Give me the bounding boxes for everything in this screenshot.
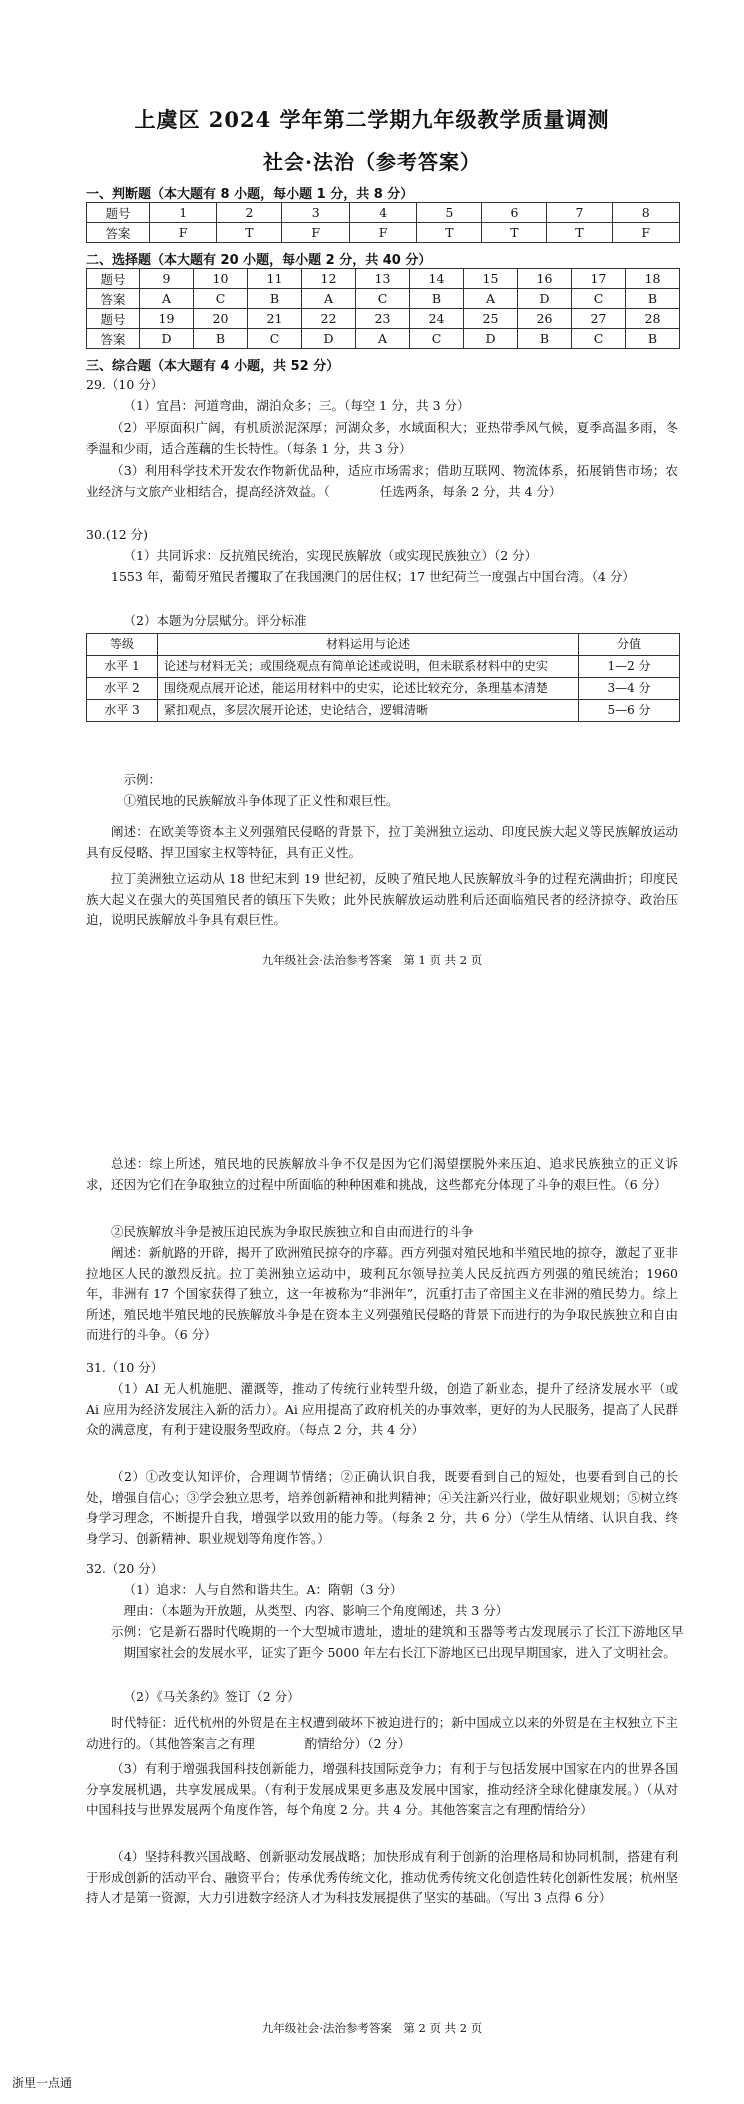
table-cell: C (572, 329, 626, 349)
q30-answer-2: （2）本题为分层赋分。评分标准 (123, 613, 307, 628)
table-cell: A (464, 289, 518, 309)
table-cell: C (356, 289, 410, 309)
table-cell: C (248, 329, 302, 349)
q32-answer-2-features: 时代特征：近代杭州的外贸是在主权遭到破坏下被迫进行的；新中国成立以来的外贸是在主权独立下主动进行的。（其他答案言之有理 酌情给分）（2 分） (86, 1715, 678, 1751)
table-cell: B (518, 329, 572, 349)
table-cell: D (302, 329, 356, 349)
q32-answer-1-example: 示例：它是新石器时代晚期的一个大型城市遗址，遗址的建筑和玉器等考古发现展示了长江下游地区早期国家社会的发展水平，证实了距今 5000 年左右长江下游地区已出现早期国家，进入了文明社会。 (111, 1624, 684, 1660)
table-cell: 4 (349, 203, 416, 223)
q31-answer-2: （2）①改变认知评价，合理调节情绪；②正确认识自我，既要看到自己的短处，也要看到自己的长处，增强自信心；③学会独立思考，培养创新精神和批判精神；④关注新兴行业，做好职业规划；⑤树立终身学习理念，不断提升自我，增强学以致用的能力等。（每条 2 分，共 6 分）（学生从情绪、认识自我、终身学习、创新精神、职业规划等角度作答。） (86, 1469, 678, 1546)
table-cell: B (626, 329, 680, 349)
table-row (87, 203, 680, 223)
table-cell: F (349, 223, 416, 243)
answer-page-1 (0, 0, 744, 1000)
table-row (87, 329, 680, 349)
level-name: 水平 1 (87, 656, 158, 678)
scoring-levels-table (86, 633, 680, 722)
table-row (87, 656, 680, 678)
table-cell: B (410, 289, 464, 309)
row-label: 答案 (87, 329, 140, 349)
table-cell: 25 (464, 309, 518, 329)
q30-example-label: 示例： (123, 772, 162, 787)
q30-answer-1: （1）共同诉求：反抗殖民统治，实现民族解放（或实现民族独立）（2 分） (123, 548, 538, 563)
q32-answer-2: （2）《马关条约》签订（2 分） (123, 1689, 300, 1704)
document-subtitle: 社会·法治（参考答案） (263, 150, 481, 174)
table-cell: T (417, 223, 482, 243)
document-title: 上虞区 2024 学年第二学期九年级教学质量调测 (134, 107, 610, 132)
table-cell: 10 (194, 269, 248, 289)
judgement-answer-table (86, 202, 680, 243)
page-footer: 九年级社会·法治参考答案 第 2 页 共 2 页 (261, 2021, 483, 2035)
part3-heading: 三、综合题（本大题有 4 小题，共 52 分） (86, 359, 340, 374)
table-cell: T (217, 223, 282, 243)
table-row (87, 309, 680, 329)
table-cell: F (150, 223, 217, 243)
table-row (87, 289, 680, 309)
q30-argument-1: 阐述：在欧美等资本主义列强殖民侵略的背景下，拉丁美洲独立运动、印度民族大起义等民族解放运动具有反侵略、捍卫国家主权等特征，具有正义性。 (86, 824, 678, 860)
table-row (87, 223, 680, 243)
table-cell: B (194, 329, 248, 349)
row-label: 答案 (87, 223, 150, 243)
q32-answer-1-reason: 理由：（本题为开放题，从类型、内容、影响三个角度阐述，共 3 分） (123, 1603, 509, 1618)
q32-answer-3: （3）有利于增强我国科技创新能力，增强科技国际竞争力；有利于与包括发展中国家在内的世界各国分享发展机遇，共享发展成果。（有利于发展成果更多惠及发展中国家，推动经济全球化健康发展。）（从对中国科技与世界发展两个角度作答，每个角度 2 分。共 4 分。其他答案言之有理酌情给分） (86, 1761, 678, 1817)
table-cell: 14 (410, 269, 464, 289)
table-cell: 19 (140, 309, 194, 329)
table-cell: F (612, 223, 680, 243)
page-footer: 九年级社会·法治参考答案 第 1 页 共 2 页 (261, 953, 483, 967)
table-cell: C (572, 289, 626, 309)
table-cell: 21 (248, 309, 302, 329)
row-label: 答案 (87, 289, 140, 309)
part2-heading: 二、选择题（本大题有 20 小题，每小题 2 分，共 40 分） (86, 253, 432, 268)
level-name: 水平 3 (87, 700, 158, 722)
table-cell: 22 (302, 309, 356, 329)
part1-heading: 一、判断题（本大题有 8 小题，每小题 1 分，共 8 分） (86, 187, 414, 202)
table-cell: 7 (547, 203, 612, 223)
table-cell: D (518, 289, 572, 309)
table-cell: 8 (612, 203, 680, 223)
q30-answer-1b: 1553 年，葡萄牙殖民者攫取了在我国澳门的居住权；17 世纪荷兰一度强占中国台湾。（4 分） (111, 569, 635, 584)
table-cell: 27 (572, 309, 626, 329)
column-header: 材料运用与论述 (158, 634, 579, 656)
table-row (87, 269, 680, 289)
table-cell: F (282, 223, 349, 243)
table-cell: T (547, 223, 612, 243)
table-cell: 17 (572, 269, 626, 289)
q30-argument-3: 阐述：新航路的开辟，揭开了欧洲殖民掠夺的序幕。西方列强对殖民地和半殖民地的掠夺，激起了亚非拉地区人民的激烈反抗。拉丁美洲独立运动中，玻利瓦尔领导拉美人民反抗西方列强的殖民统治；1960 年，非洲有 17 个国家获得了独立，这一年被称为“非洲年”，沉重打击了帝国主义在非洲的殖民势力。综上所述，殖民地半殖民地的民族解放斗争是在资本主义列强殖民侵略的背景下而进行的为争取民族独立和自由而进行的斗争。（6 分） (86, 1245, 678, 1342)
table-cell: A (356, 329, 410, 349)
table-cell: 5 (417, 203, 482, 223)
table-cell: T (482, 223, 547, 243)
table-cell: C (410, 329, 464, 349)
q29-answer-2: （2）平原面积广阔，有机质淤泥深厚；河湖众多，水域面积大；亚热带季风气候，夏季高温多雨，冬季温和少雨，适合莲藕的生长特性。（每条 1 分，共 3 分） (86, 420, 678, 456)
q32-heading: 32.（20 分） (86, 1561, 164, 1576)
table-row (87, 700, 680, 722)
row-label: 题号 (87, 269, 140, 289)
level-name: 水平 2 (87, 678, 158, 700)
table-cell: D (464, 329, 518, 349)
table-cell: 23 (356, 309, 410, 329)
q30-viewpoint-2: ②民族解放斗争是被压迫民族为争取民族独立和自由而进行的斗争 (111, 1224, 474, 1239)
q32-answer-4: （4）坚持科教兴国战略、创新驱动发展战略；加快形成有利于创新的治理格局和协同机制，搭建有利于形成创新的活动平台、融资平台；传承优秀传统文化，推动优秀传统文化创造性转化创新性发展；杭州坚持人才是第一资源，大力引进数字经济人才为科技发展提供了坚实的基础。（写出 3 点得 6 分） (86, 1849, 678, 1905)
row-label: 题号 (87, 309, 140, 329)
table-cell: 16 (518, 269, 572, 289)
q30-argument-2: 拉丁美洲独立运动从 18 世纪末到 19 世纪初，反映了殖民地人民族解放斗争的过程充满曲折；印度民族大起义在强大的英国殖民者的镇压下失败；此外民族解放运动胜利后还面临殖民者的经济掠夺、政治压迫，说明民族解放斗争具有艰巨性。 (86, 871, 678, 927)
table-cell: 15 (464, 269, 518, 289)
table-cell: C (194, 289, 248, 309)
q30-summary-1: 总述：综上所述，殖民地的民族解放斗争不仅是因为它们渴望摆脱外来压迫、追求民族独立的正义诉求，还因为它们在争取独立的过程中所面临的种种困难和挑战，这些都充分体现了斗争的艰巨性。（6 分） (86, 1156, 678, 1192)
level-score: 1—2 分 (579, 656, 680, 678)
table-cell: B (626, 289, 680, 309)
source-watermark: 浙里一点通 (12, 2076, 73, 2090)
q29-heading: 29.（10 分） (86, 377, 164, 392)
table-cell: 3 (282, 203, 349, 223)
table-cell: A (140, 289, 194, 309)
q29-answer-1: （1）宜昌：河道弯曲，湖泊众多；三。（每空 1 分，共 3 分） (123, 398, 470, 413)
table-cell: 1 (150, 203, 217, 223)
column-header: 等级 (87, 634, 158, 656)
table-cell: B (248, 289, 302, 309)
table-cell: D (140, 329, 194, 349)
table-cell: 6 (482, 203, 547, 223)
table-cell: 12 (302, 269, 356, 289)
table-cell: 13 (356, 269, 410, 289)
level-description: 紧扣观点，多层次展开论述，史论结合，逻辑清晰 (158, 700, 579, 722)
row-label: 题号 (87, 203, 150, 223)
level-description: 论述与材料无关；或围绕观点有简单论述或说明，但未联系材料中的史实 (158, 656, 579, 678)
level-description: 围绕观点展开论述，能运用材料中的史实，论述比较充分，条理基本清楚 (158, 678, 579, 700)
q31-answer-1: （1）AI 无人机施肥、灌溉等，推动了传统行业转型升级，创造了新业态，提升了经济发展水平（或 Ai 应用为经济发展注入新的活力）。Ai 应用提高了政府机关的办事效率，更好的为人民服务，提高了人民群众的满意度，有利于建设服务型政府。（每点 2 分，共 4 分） (86, 1381, 678, 1437)
q32-answer-1: （1）追求：人与自然和谐共生。A：隋朝（3 分） (123, 1582, 403, 1597)
q30-viewpoint-1: ①殖民地的民族解放斗争体现了正义性和艰巨性。 (123, 793, 399, 808)
level-score: 3—4 分 (579, 678, 680, 700)
q31-heading: 31.（10 分） (86, 1360, 164, 1375)
column-header: 分值 (579, 634, 680, 656)
table-cell: 20 (194, 309, 248, 329)
choice-answer-table (86, 268, 680, 349)
table-header-row (87, 634, 680, 656)
table-cell: 11 (248, 269, 302, 289)
table-row (87, 678, 680, 700)
level-score: 5—6 分 (579, 700, 680, 722)
table-cell: 9 (140, 269, 194, 289)
q29-answer-3: （3）利用科学技术开发农作物新优品种，适应市场需求；借助互联网、物流体系，拓展销售市场；农业经济与文旅产业相结合，提高经济效益。（ 任选两条，每条 2 分，共 4 分） (86, 463, 678, 499)
table-cell: 18 (626, 269, 680, 289)
answer-page-2 (0, 1150, 744, 2104)
table-cell: A (302, 289, 356, 309)
table-cell: 24 (410, 309, 464, 329)
table-cell: 2 (217, 203, 282, 223)
table-cell: 28 (626, 309, 680, 329)
q30-heading: 30.(12 分) (86, 527, 149, 542)
table-cell: 26 (518, 309, 572, 329)
